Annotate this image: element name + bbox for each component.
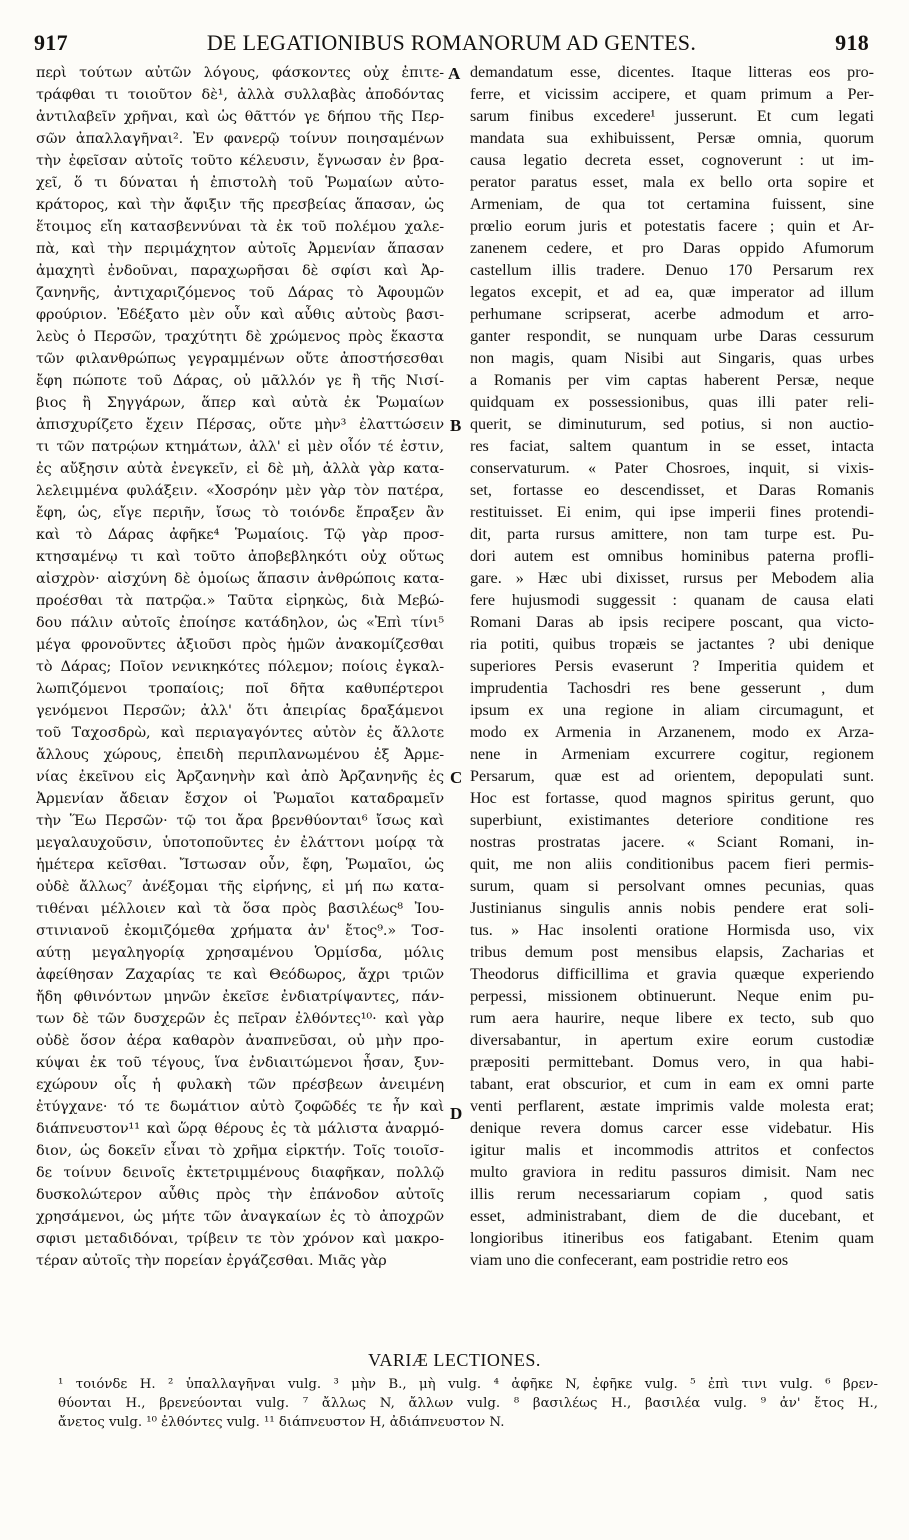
text-line: μεγαλαυχοῦσιν, ὑποτοποῦντες ἐν ἐλάττονι μοίρᾳ τὰ [36,835,444,851]
text-line: ἕτοιμος εἴη κατασβεννύναι τὰ ἐκ τοῦ πολέμου χαλε- [36,219,444,235]
text-line: λελειμμένα φυλάξειν. «Χοσρόην μὲν γὰρ τὸν πατέρα, [36,483,444,499]
text-line: δου πάλιν αὐτοῖς ἐποίησε κατάδηλον, ὡς «Ἐπὶ τίνι⁵ [36,615,444,631]
text-line: αύτῃ μεγαληγορίᾳ χρησαμένου Ὁρμίσδα, μόλις [36,945,444,961]
variant-note-line: ἄνετος vulg. ¹⁰ ἐλθόντες vulg. ¹¹ διάπνευστον H, ἀδιάπνευστον N. [58,1415,505,1430]
text-line: τὴν ἐφεῖσαν αὐτοῖς τοῦτο κέλευσιν, ἔγνωσαν ἐν βρα- [36,153,444,169]
text-line: tus. » Hac insolenti oratione Hormisda uso, vix [470,922,874,939]
text-line: Hoc est fortasse, quod magnos spiritus gerunt, quo [470,790,874,807]
text-line: sarum finibus excedere¹ jusserunt. Et cum legati [470,108,874,125]
text-line: ἀμαχητὶ ἐνδοῦναι, παραχωρῆσαι δὲ σφίσι καὶ Ἀρ- [36,263,444,279]
text-line: Ἀρμενίαν ἄδειαν ἔσχον οἱ Ῥωμαῖοι καταδραμεῖν [36,791,444,807]
text-line: nene in Armeniam excurrere cogitur, regionem [470,746,874,763]
text-line: κράτορος, καὶ τὴν ἄφιξιν τῆς πρεσβείας ἅπασαν, ὡς [36,197,444,213]
text-line: quit, me non aliis conditionibus pacem fieri permis- [470,856,874,873]
text-line: τοῦ Ταχοσδρὼ, καὶ περιαγαγόντες αὐτὸν ἐς ἄλλοτε [36,725,444,741]
text-line: ipsum ex una regione in aliam circumagunt, et [470,702,874,719]
text-line: ἐτύγχανε· τό τε δωμάτιον αὐτὸ ζοφῶδές τε ἦν καὶ [36,1099,444,1115]
page-number-left: 917 [34,30,68,55]
text-line: gare. » Hæc ubi dixisset, rursus per Mebodem alia [470,570,874,587]
text-line: καὶ τὸ Δάρας ἀφῆκε⁴ Ῥωμαίοις. Τῷ γὰρ προσ- [36,527,444,543]
text-line: Theodorus difficillima et gravia quæque experiendo [470,966,874,983]
text-line: non magis, quam Nisibi aut Singaris, quas urbes [470,350,874,367]
text-line: a Romanis per vim captas haberent Persæ, neque [470,372,874,389]
text-line: denique revera domus carcer esse videbatur. His [470,1120,874,1137]
text-line: fere hujusmodi suggessit : quanam de causa elati [470,592,874,609]
text-line: προέσθαι τὰ πατρῷα.» Ταῦτα εἰρηκὼς, διὰ Μεβώ- [36,593,444,609]
text-line: ferre, et vicissim accipere, et quam primum a Per- [470,86,874,103]
text-line: οὐδὲ ὅσον ἀέρα καθαρὸν ἀναπνεῦσαι, οὐ μὴν προ- [36,1033,444,1049]
text-line: περὶ τούτων αὐτῶν λόγους, φάσκοντες οὐχ ἐπιτε- [36,65,444,81]
text-line: zanenem cedere, et pro Daras oppido Afumorum [470,240,874,257]
section-marker-c: C [450,768,463,787]
text-line: Armeniam, de qua tot certamina fuissent, sine [470,196,874,213]
text-line: ἄλλους χώρους, ἐπειδὴ περιπλανωμένου ἐξ Ἀρμε- [36,747,444,763]
text-line: ἀπισχυρίζετο ἔχειν Πέρσας, οὔτε μὴν³ ἐλαττώσειν [36,417,444,433]
greek-text-column [36,62,444,1272]
text-line: restituisset. Ei enim, qui ipse imperii fines protendi- [470,504,874,521]
text-line: ἔφη πώποτε τοῦ Δάρας, οὐ μᾶλλόν γε ἢ τῆς Νισί- [36,373,444,389]
text-line: dit, parta rursus amittere, non tam turpe est. Pu- [470,526,874,543]
text-line: multo graviora in reditu passuros dimisit. Nam nec [470,1164,874,1181]
text-line: πὰ, καὶ τὴν περιμάχητον αὐτοῖς Ἀρμενίαν ἅπασαν [36,241,444,257]
text-line: κύψαι ἐκ τοῦ τέγους, ἵνα ἐνδιαιτώμενοι ἦσαν, ξυν- [36,1055,444,1071]
text-line: τῶν φιλανθρώπως γεγραμμένων οὔτε ἀποστήσεσθαι [36,351,444,367]
variant-note-line: ¹ τοιόνδε H. ² ὑπαλλαγῆναι vulg. ³ μὴν B., μὴ vulg. ⁴ ἀφῆκε N, ἐφῆκε vulg. ⁵ ἐπὶ τινι vulg. ⁶ βρεν- [58,1377,878,1392]
text-line: surum, quam si persolvant omnes pecunias, quas [470,878,874,895]
text-line: set, fortasse eo descendisset, et Daras Romanis [470,482,874,499]
text-line: Persarum, quæ est ad orientem, depopulati sunt. [470,768,874,785]
text-line: ἐς αὔξησιν αὐτὰ ἐνεγκεῖν, εἰ δὲ μὴ, ἀλλὰ γὰρ κατα- [36,461,444,477]
text-line: viam uno die confecerant, eam postridie retro eos [470,1252,789,1269]
text-line: causa legatio decreta esset, cognoverunt : ut im- [470,152,874,169]
running-title: DE LEGATIONIBUS ROMANORUM AD GENTES. [206,30,697,55]
text-line: τι τῶν πατρῴων κτημάτων, ἀλλ' εἰ μὲν οἷόν τέ ἐστιν, [36,439,444,455]
text-line: κτησαμένῳ τι καὶ τοῦτο ἀποβεβληκότι οὐχ οὕτως [36,549,444,565]
text-line: superiores Persis evaserunt ? Imperitia quidem et [470,658,874,675]
text-line: σφισι μεταδιδόναι, τρίβειν τε τὸν χρόνον καὶ μακρο- [36,1231,444,1247]
text-line: perhumane scripserat, acerbe admodum et arro- [470,306,874,323]
latin-text-column [470,62,874,1272]
text-line: τιθέναι μέλλοιεν καὶ τὰ ὅσα πρὸς βασιλέως⁸ Ἰου- [36,901,444,917]
text-line: διον, ὡς δοκεῖν εἶναι τὸ χρῆμα εἱρκτήν. Τοῖς τοιοῖσ- [36,1143,444,1159]
text-line: venti perflarent, æstate imprimis valde molesta erat; [470,1098,874,1115]
text-line: τὸ Δάρας; Ποῖον νενικηκότες πόλεμον; ποίοις ἐγκαλ- [36,659,444,675]
text-line: οὐδὲ ἄλλως⁷ ἀνέξομαι τῆς εἰρήνης, εἰ μή πω κατα- [36,879,444,895]
variae-lectiones-heading: VARIÆ LECTIONES. [368,1350,541,1370]
text-line: nostras prostratas jacere. « Sciant Romani, in- [470,834,874,851]
text-line: prœlio eorum juris et potestatis facere ; quin et Ar- [470,218,874,235]
text-line: quidquam ex possessionibus, quas illi pater reli- [470,394,874,411]
text-line: ἤδη φθινόντων μηνῶν ἐκεῖσε ἐνδιατρίψαντες, πάν- [36,989,444,1005]
text-line: ria potiti, quibus tropæis se jactantes ? ubi denique [470,636,874,653]
text-line: tribus demum post mensibus elapsis, Zacharias et [470,944,874,961]
text-line: ζανηνῆς, ἀντιχαριζόμενος τοῦ Δάρας τὸ Ἀφουμῶν [36,285,444,301]
text-line: εχώρουν οἷς ἡ φυλακὴ τῶν πρέσβεων ἀνειμένη [36,1077,444,1093]
text-line: longioribus itineribus eos fatigabant. Etenim quam [470,1230,874,1247]
text-line: Romani Daras ab ipsis recipere poscant, qua victo- [470,614,874,631]
text-line: modo ex Armenia in Arzanenem, modo ex Arza- [470,724,874,741]
text-line: χεῖ, ὅ τι δύναται ἡ ἐπιστολὴ τοῦ Ῥωμαίων αὐτο- [36,175,444,191]
text-line: ganter respondit, se nunquam urbe Daras cessurum [470,328,874,345]
text-line: σῶν ἀπαλλαγῆναι². Ἐν φανερῷ τοίνυν ποιησαμένων [36,131,444,147]
text-line: tabant, erat obscurior, et cum in eam ex omni parte [470,1076,874,1093]
text-line: διάπνευστον¹¹ καὶ ὥρᾳ θέρους ἐς τὰ μάλιστα ἀναρμό- [36,1121,444,1137]
page-header [34,30,869,60]
text-line: ἀφείθησαν Ζαχαρίας τε καὶ Θεόδωρος, ἄχρι τριῶν [36,967,444,983]
text-line: igitur malis et incommodis attritos et confectos [470,1142,874,1159]
text-line: χρησάμενοι, ὡς μήτε τῶν ἀναγκαίων ἐς τὸ ἀποχρῶν [36,1209,444,1225]
text-line: λωπιζόμενοι τροπαίοις; ποῖ δῆτα καθυπέρτεροι [36,681,444,697]
text-line: imprudentia Tachosdri res bene gesserunt , dum [470,680,874,697]
section-marker-b: B [450,416,462,435]
text-line: λεὺς ὁ Περσῶν, τραχύτητι δὲ χρώμενος πρὸς ἕκαστα [36,329,444,345]
text-line: αἰσχρὸν· αἰσχύνη δὲ ὁμοίως ἅπασιν ἀνθρώποις κατα- [36,571,444,587]
text-line: των δὲ τῶν δυσχερῶν ἐς πεῖραν ἐλθόντες¹⁰· καὶ γὰρ [36,1011,444,1027]
text-line: perpessi, missionem obtinuerunt. Neque enim pu- [470,988,874,1005]
text-line: δυσκολώτερον αὖθις πρὸς τὴν ἐπάνοδον αὐτοῖς [36,1187,444,1203]
variant-note-line: θύονται H., βρενεύονται vulg. ⁷ ἄλλως N, ἄλλων vulg. ⁸ βασιλέως H., βασιλέα vulg. ⁹ ἀν' ἔτος H., [58,1396,878,1411]
text-line: illis rerum necessariarum copiam , quod satis [470,1186,874,1203]
text-line: ἡμέτερα κεῖσθαι. Ἴστωσαν οὖν, ἔφη, Ῥωμαῖοι, ὡς [36,857,444,873]
text-line: dori autem est omnibus hominibus paterna profli- [470,548,874,565]
text-line: præpositi permittebant. Domus vero, in qua habi- [470,1054,874,1071]
text-line: ἀντιλαβεῖν χρῆναι, καὶ ὡς θᾶττόν γε δήπου τῆς Περ- [36,109,444,125]
text-line: μέγα φρονοῦντες ἀξιοῦσι πρὸς ἡμῶν ἀνακομίζεσθαι [36,637,444,653]
text-line: castellum illis tradere. Denuo 170 Persarum rex [470,262,874,279]
page-number-right: 918 [835,30,869,55]
text-line: demandatum esse, dicentes. Itaque litteras eos pro- [470,64,874,81]
text-line: ἔφη, ὡς, εἴγε περιῆν, ἴσως τὸ τοιόνδε ἔπραξεν ἂν [36,505,444,521]
text-line: querit, se diminuturum, sed potius, si non auctio- [470,416,874,433]
text-line: τὴν Ἕω Περσῶν· τῷ τοι ἄρα βρενθύονται⁶ ἴσως καὶ [36,813,444,829]
text-line: res faciat, saltem quantum in se esset, intacta [470,438,874,455]
text-line: Justinianus singulis annis nobis pendere erat soli- [470,900,874,917]
text-line: τέραν αὐτοῖς τὴν πορείαν ἐργάζεσθαι. Μιᾶς γὰρ [36,1253,387,1269]
text-line: conservaturum. « Pater Chosroes, inquit, si vixis- [470,460,874,477]
text-line: δε τοίνυν δεινοῖς ἐκτετριμμένους διαφῆκαν, πολλῷ [36,1165,444,1181]
text-line: mandata sua exhibuissent, Persæ omnia, quorum [470,130,874,147]
text-line: βιος ἢ Σηγγάρων, ἅπερ καὶ αὐτὰ ἐκ Ῥωμαίων [36,395,444,411]
section-marker-d: D [450,1104,463,1123]
text-line: diversabantur, in apertum exire eorum custodiæ [470,1032,874,1049]
text-line: νίας ἐκεῖνου εἰς Ἀρζανηνὴν καὶ ἀπὸ Ἀρζανηνῆς ἐς [36,769,444,785]
text-line: τράφθαι τι τοιοῦτον δὲ¹, ἀλλὰ συλλαβὰς ἀποδόντας [36,87,444,103]
text-line: φρούριον. Ἐδέξατο μὲν οὖν καὶ αὖθις αὐτοὺς βασι- [36,307,444,323]
section-marker-a: A [448,64,461,83]
text-line: στινιανοῦ ἐκομιζόμεθα χρήματα ἀν' ἔτος⁹.» Τοσ- [36,923,444,939]
text-line: rum aera haurire, neque libere ex tecto, sub quo [470,1010,874,1027]
variae-lectiones-notes [58,1375,878,1432]
text-line: superbiunt, existimantes deteriore conditione res [470,812,874,829]
text-line: legatos excepit, et ad ea, quæ imperator ad illum [470,284,874,301]
text-line: γενόμενοι Περσῶν; ἀλλ' ὅτι ἀπειρίας δραξάμενοι [36,703,444,719]
text-line: perator paratus esset, mala ex bello orta sopire et [470,174,874,191]
text-line: esset, administrabant, diem de die ducebant, et [470,1208,874,1225]
